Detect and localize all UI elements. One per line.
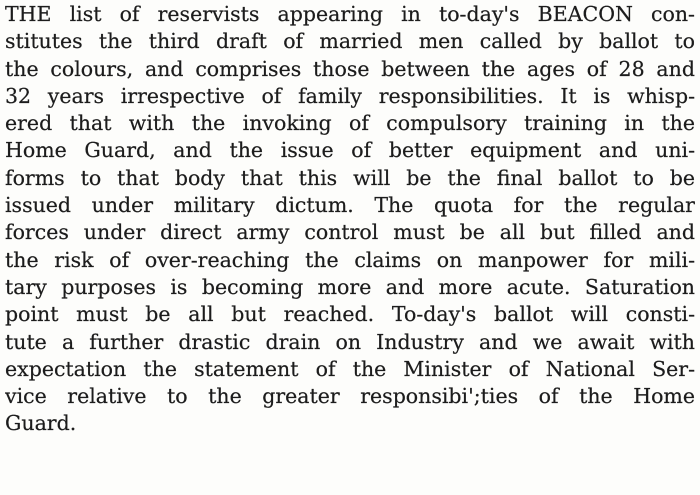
article-line: tary purposes is becoming more and more acute. Saturation bbox=[5, 274, 695, 299]
article-line: expectation the statement of the Minister of National Ser- bbox=[5, 356, 695, 381]
article-line: Guard. bbox=[5, 411, 77, 436]
article-line: issued under military dictum. The quota for the regular bbox=[5, 193, 695, 218]
article-line: forces under direct army control must be all but filled and bbox=[5, 220, 695, 245]
article-line: the colours, and comprises those between the ages of 28 and bbox=[5, 56, 695, 81]
article-line: point must be all but reached. To-day's ballot will consti- bbox=[5, 302, 695, 327]
article-line: the risk of over-reaching the claims on manpower for mili- bbox=[5, 247, 695, 272]
article-body bbox=[5, 1, 695, 438]
article-line: forms to that body that this will be the final ballot to be bbox=[5, 165, 695, 190]
article-line: vice relative to the greater responsibi';ties of the Home bbox=[5, 384, 695, 409]
article-line: ered that with the invoking of compulsory training in the bbox=[5, 111, 695, 136]
article-line: THE list of reservists appearing in to-day's BEACON con- bbox=[5, 2, 695, 26]
article-line: stitutes the third draft of married men called by ballot to bbox=[5, 29, 695, 54]
article-line: Home Guard, and the issue of better equipment and uni- bbox=[5, 138, 695, 163]
article-line: 32 years irrespective of family responsibilities. It is whisp- bbox=[5, 83, 695, 108]
article-line: tute a further drastic drain on Industry and we await with bbox=[5, 329, 695, 354]
